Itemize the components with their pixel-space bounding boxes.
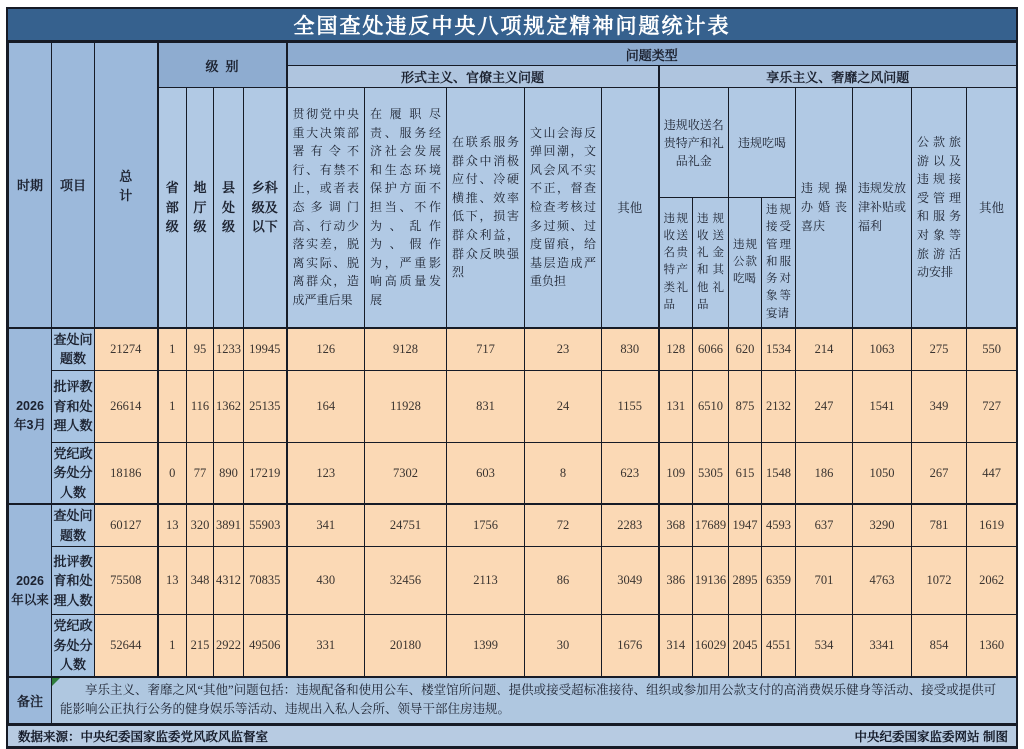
data-cell: 18186 (95, 442, 158, 504)
data-cell: 2132 (762, 370, 796, 442)
row-label: 查处问题数 (52, 328, 95, 371)
data-cell: 430 (287, 547, 365, 615)
data-cell: 831 (447, 370, 525, 442)
col-header-formalism-other: 其他 (602, 88, 659, 328)
data-cell: 1 (158, 328, 187, 371)
data-cell: 21274 (95, 328, 158, 371)
table-row (9, 504, 1017, 547)
data-cell: 86 (525, 547, 602, 615)
data-cell: 7302 (365, 442, 447, 504)
data-cell: 17219 (244, 442, 287, 504)
data-cell: 75508 (95, 547, 158, 615)
col-header-township-level: 乡科级及以下 (244, 88, 287, 328)
data-cell: 55903 (244, 504, 287, 547)
data-cell: 3290 (853, 504, 912, 547)
data-cell: 0 (158, 442, 187, 504)
data-cell: 49506 (244, 615, 287, 677)
data-cell: 3341 (853, 615, 912, 677)
data-cell: 23 (525, 328, 602, 371)
credit-text: 中央纪委国家监委网站 制图 (854, 729, 1008, 744)
col-header-formalism-1: 贯彻党中央重大决策部署有令不行、有禁不止，或者表态多调门高、行动少落实差，脱离实际、脱离群众，造成严重后果 (287, 88, 365, 328)
data-cell: 109 (659, 442, 693, 504)
period-cell-since-2026: 2026年以来 (9, 504, 52, 677)
data-cell: 2283 (602, 504, 659, 547)
data-cell: 637 (796, 504, 853, 547)
col-header-formalism-4: 文山会海反弹回潮，文风会风不实不正，督查检查考核过多过频、过度留痕，给基层造成严重负担 (525, 88, 602, 328)
col-header-county-level: 县处级 (214, 88, 244, 328)
data-cell: 24751 (365, 504, 447, 547)
table-row (9, 370, 1017, 442)
data-cell: 19136 (693, 547, 729, 615)
data-cell: 186 (796, 442, 853, 504)
data-cell: 26614 (95, 370, 158, 442)
data-cell: 4593 (762, 504, 796, 547)
data-cell: 1072 (912, 547, 967, 615)
data-cell: 331 (287, 615, 365, 677)
statistics-table-frame (6, 7, 1018, 749)
data-cell: 4763 (853, 547, 912, 615)
data-cell: 348 (187, 547, 214, 615)
footer-bar (8, 724, 1016, 746)
col-header-formalism-3: 在联系服务群众中消极应付、冷硬横推、效率低下，损害群众利益，群众反映强烈 (447, 88, 525, 328)
data-cell: 2922 (214, 615, 244, 677)
data-cell: 25135 (244, 370, 287, 442)
data-cell: 13 (158, 504, 187, 547)
data-cell: 1 (158, 615, 187, 677)
col-header-cash-gifts: 违规收送礼金和其他礼品 (693, 198, 729, 328)
data-cell: 6359 (762, 547, 796, 615)
data-cell: 4551 (762, 615, 796, 677)
data-cell: 727 (967, 370, 1017, 442)
data-cell: 386 (659, 547, 693, 615)
data-cell: 623 (602, 442, 659, 504)
data-cell: 13 (158, 547, 187, 615)
data-cell: 126 (287, 328, 365, 371)
data-cell: 1155 (602, 370, 659, 442)
data-cell: 164 (287, 370, 365, 442)
data-cell: 214 (796, 328, 853, 371)
data-cell: 3891 (214, 504, 244, 547)
data-cell: 3049 (602, 547, 659, 615)
data-cell: 314 (659, 615, 693, 677)
data-cell: 1362 (214, 370, 244, 442)
data-cell: 116 (187, 370, 214, 442)
col-header-banquet-invitations: 违规接受管理和服务对象等宴请 (762, 198, 796, 328)
data-cell: 717 (447, 328, 525, 371)
data-cell: 20180 (365, 615, 447, 677)
data-cell: 1050 (853, 442, 912, 504)
data-cell: 701 (796, 547, 853, 615)
col-group-problem-type: 问题类型 (287, 43, 1017, 66)
data-cell: 267 (912, 442, 967, 504)
col-header-public-funded-dining: 违规公款吃喝 (729, 198, 762, 328)
data-cell: 1619 (967, 504, 1017, 547)
col-header-allowances: 违规发放津补贴或福利 (853, 88, 912, 328)
data-cell: 17689 (693, 504, 729, 547)
table-row (9, 328, 1017, 371)
data-cell: 128 (659, 328, 693, 371)
col-header-total: 总计 (95, 43, 158, 328)
data-cell: 72 (525, 504, 602, 547)
col-header-specialty-gifts: 违规收送名贵特产类礼品 (659, 198, 693, 328)
data-cell: 11928 (365, 370, 447, 442)
data-cell: 781 (912, 504, 967, 547)
data-cell: 1548 (762, 442, 796, 504)
data-cell: 2895 (729, 547, 762, 615)
data-cell: 247 (796, 370, 853, 442)
col-header-weddings-funerals: 违规操办婚丧喜庆 (796, 88, 853, 328)
data-cell: 95 (187, 328, 214, 371)
data-cell: 341 (287, 504, 365, 547)
excel-comment-marker-icon (52, 678, 60, 686)
data-cell: 2045 (729, 615, 762, 677)
data-cell: 215 (187, 615, 214, 677)
data-cell: 1360 (967, 615, 1017, 677)
data-cell: 6066 (693, 328, 729, 371)
data-cell: 2113 (447, 547, 525, 615)
row-label: 查处问题数 (52, 504, 95, 547)
data-cell: 368 (659, 504, 693, 547)
data-cell: 349 (912, 370, 967, 442)
remarks-row (9, 677, 1017, 723)
data-cell: 70835 (244, 547, 287, 615)
data-cell: 534 (796, 615, 853, 677)
data-cell: 24 (525, 370, 602, 442)
data-cell: 620 (729, 328, 762, 371)
col-header-formalism-2: 在履职尽责、服务经济社会发展和生态环境保护方面不担当、不作为、乱作为、假作为，严重影响高质量发展 (365, 88, 447, 328)
data-cell: 1399 (447, 615, 525, 677)
data-cell: 1534 (762, 328, 796, 371)
period-cell-march: 2026年3月 (9, 328, 52, 505)
table-row (9, 547, 1017, 615)
data-cell: 447 (967, 442, 1017, 504)
data-cell: 8 (525, 442, 602, 504)
data-cell: 615 (729, 442, 762, 504)
col-header-province-level: 省部级 (158, 88, 187, 328)
data-cell: 30 (525, 615, 602, 677)
data-cell: 32456 (365, 547, 447, 615)
data-cell: 77 (187, 442, 214, 504)
row-label: 批评教育和处理人数 (52, 370, 95, 442)
data-cell: 52644 (95, 615, 158, 677)
data-source-text: 数据来源：中央纪委国家监委党风政风监督室 (18, 729, 269, 744)
data-cell: 550 (967, 328, 1017, 371)
data-cell: 275 (912, 328, 967, 371)
data-cell: 320 (187, 504, 214, 547)
data-cell: 1233 (214, 328, 244, 371)
col-group-dining: 违规吃喝 (729, 88, 796, 198)
data-cell: 1947 (729, 504, 762, 547)
col-group-hedonism: 享乐主义、奢靡之风问题 (659, 66, 1017, 88)
col-header-prefecture-level: 地厅级 (187, 88, 214, 328)
remarks-cell (52, 677, 1017, 723)
row-label: 党纪政务处分人数 (52, 615, 95, 677)
col-group-formalism: 形式主义、官僚主义问题 (287, 66, 659, 88)
header-row-groups (9, 43, 1017, 66)
row-label: 批评教育和处理人数 (52, 547, 95, 615)
data-cell: 1541 (853, 370, 912, 442)
statistics-table (8, 42, 1017, 724)
data-cell: 60127 (95, 504, 158, 547)
data-cell: 875 (729, 370, 762, 442)
col-header-public-funded-travel: 公款旅游以及违规接受管理和服务对象等旅游活动安排 (912, 88, 967, 328)
remarks-label: 备注 (9, 677, 52, 723)
data-cell: 1 (158, 370, 187, 442)
col-group-level: 级别 (158, 43, 287, 88)
col-header-item: 项目 (52, 43, 95, 328)
data-cell: 123 (287, 442, 365, 504)
data-cell: 19945 (244, 328, 287, 371)
data-cell: 1756 (447, 504, 525, 547)
row-label: 党纪政务处分人数 (52, 442, 95, 504)
data-cell: 16029 (693, 615, 729, 677)
data-cell: 4312 (214, 547, 244, 615)
data-cell: 5305 (693, 442, 729, 504)
data-cell: 6510 (693, 370, 729, 442)
table-title: 全国查处违反中央八项规定精神问题统计表 (8, 9, 1016, 42)
col-group-gifts: 违规收送名贵特产和礼品礼金 (659, 88, 729, 198)
data-cell: 9128 (365, 328, 447, 371)
data-cell: 854 (912, 615, 967, 677)
col-header-period: 时期 (9, 43, 52, 328)
table-row (9, 615, 1017, 677)
table-row (9, 442, 1017, 504)
data-cell: 1676 (602, 615, 659, 677)
data-cell: 603 (447, 442, 525, 504)
header-row-details (9, 88, 1017, 198)
data-cell: 890 (214, 442, 244, 504)
col-header-hedonism-other: 其他 (967, 88, 1017, 328)
data-cell: 2062 (967, 547, 1017, 615)
data-cell: 830 (602, 328, 659, 371)
data-cell: 131 (659, 370, 693, 442)
data-cell: 1063 (853, 328, 912, 371)
remarks-text: 享乐主义、奢靡之风“其他”问题包括：违规配备和使用公车、楼堂馆所问题、提供或接受超标准接待、组织或参加用公款支付的高消费娱乐健身等活动、接受或提供可能影响公正执行公务的健身娱乐等活动、违规出入私人会所、领导干部住房违规。 (60, 682, 997, 717)
